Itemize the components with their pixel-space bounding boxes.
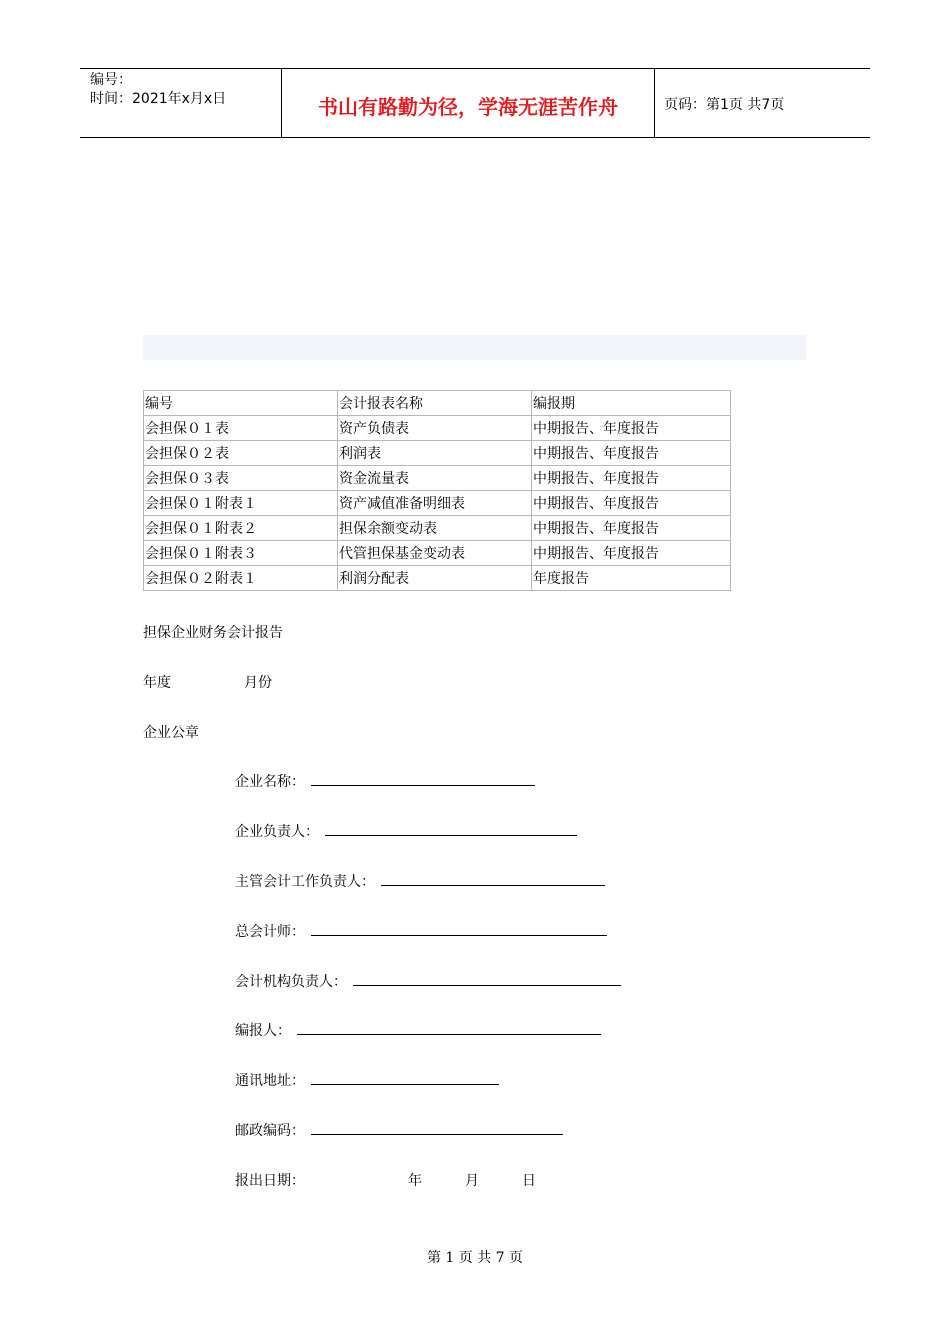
table-cell: 担保余额变动表	[338, 516, 532, 541]
table-cell: 资产减值准备明细表	[338, 491, 532, 516]
address-row	[235, 1070, 499, 1090]
table-row	[144, 491, 731, 516]
table-cell: 资金流量表	[338, 466, 532, 491]
address-blank	[311, 1070, 499, 1085]
header-motto: 书山有路勤为径，学海无涯苦作舟	[318, 95, 618, 119]
company-name-blank	[311, 771, 535, 786]
date-month-unit: 月	[465, 1173, 479, 1189]
accounting-dept-head-label: 会计机构负责人：	[235, 974, 347, 990]
table-cell: 中期报告、年度报告	[532, 516, 731, 541]
company-head-blank	[325, 821, 577, 836]
table-cell: 年度报告	[532, 566, 731, 591]
chief-accountant-label: 总会计师：	[235, 924, 305, 940]
highlight-band	[143, 335, 806, 360]
preparer-blank	[297, 1020, 601, 1035]
report-title: 担保企业财务会计报告	[143, 625, 283, 641]
preparer-row	[235, 1020, 601, 1040]
table-row	[144, 541, 731, 566]
table-row	[144, 441, 731, 466]
company-name-label: 企业名称：	[235, 774, 305, 790]
table-cell: 中期报告、年度报告	[532, 541, 731, 566]
chief-accounting-row	[235, 871, 605, 891]
postcode-blank	[311, 1120, 563, 1135]
postcode-row	[235, 1120, 563, 1140]
page-header	[80, 68, 870, 138]
table-row	[144, 566, 731, 591]
chief-accountant-blank	[311, 921, 607, 936]
company-head-row	[235, 821, 577, 841]
table-header-row	[144, 391, 731, 416]
table-cell: 会担保０３表	[144, 466, 338, 491]
company-head-label: 企业负责人：	[235, 824, 319, 840]
table-cell: 中期报告、年度报告	[532, 441, 731, 466]
table-cell: 会担保０２表	[144, 441, 338, 466]
address-label: 通讯地址：	[235, 1073, 305, 1089]
table-row	[144, 516, 731, 541]
header-divider	[654, 69, 655, 137]
table-cell: 会担保０２附表１	[144, 566, 338, 591]
company-name-row	[235, 771, 535, 791]
company-seal-label: 企业公章	[143, 725, 199, 741]
table-cell: 会担保０１附表２	[144, 516, 338, 541]
report-date-label: 报出日期：	[235, 1173, 305, 1189]
year-label: 年度	[143, 675, 171, 691]
chief-accountant-row	[235, 921, 607, 941]
table-cell: 会担保０１附表３	[144, 541, 338, 566]
chief-accounting-blank	[381, 871, 605, 886]
table-cell: 中期报告、年度报告	[532, 491, 731, 516]
month-label: 月份	[244, 675, 272, 691]
accounting-dept-head-row	[235, 971, 621, 991]
table-cell: 会担保０１表	[144, 416, 338, 441]
table-header-cell: 编报期	[532, 391, 731, 416]
page-footer: 第 1 页 共 7 页	[426, 1250, 524, 1266]
table-header-cell: 编号	[144, 391, 338, 416]
table-cell: 利润分配表	[338, 566, 532, 591]
table-row	[144, 466, 731, 491]
preparer-label: 编报人：	[235, 1023, 291, 1039]
header-page-info: 页码：第1页 共7页	[664, 97, 785, 113]
table-cell: 利润表	[338, 441, 532, 466]
table-cell: 会担保０１附表１	[144, 491, 338, 516]
postcode-label: 邮政编码：	[235, 1123, 305, 1139]
table-row	[144, 416, 731, 441]
date-day-unit: 日	[522, 1173, 536, 1189]
table-header-cell: 会计报表名称	[338, 391, 532, 416]
table-cell: 中期报告、年度报告	[532, 466, 731, 491]
header-meta	[90, 71, 226, 109]
number-label: 编号：	[90, 72, 132, 88]
reports-table	[143, 390, 731, 591]
chief-accounting-label: 主管会计工作负责人：	[235, 874, 375, 890]
date-year-unit: 年	[408, 1173, 422, 1189]
table-cell: 中期报告、年度报告	[532, 416, 731, 441]
table-cell: 资产负债表	[338, 416, 532, 441]
accounting-dept-head-blank	[353, 971, 621, 986]
time-label: 时间：2021年x月x日	[90, 91, 227, 107]
table-cell: 代管担保基金变动表	[338, 541, 532, 566]
